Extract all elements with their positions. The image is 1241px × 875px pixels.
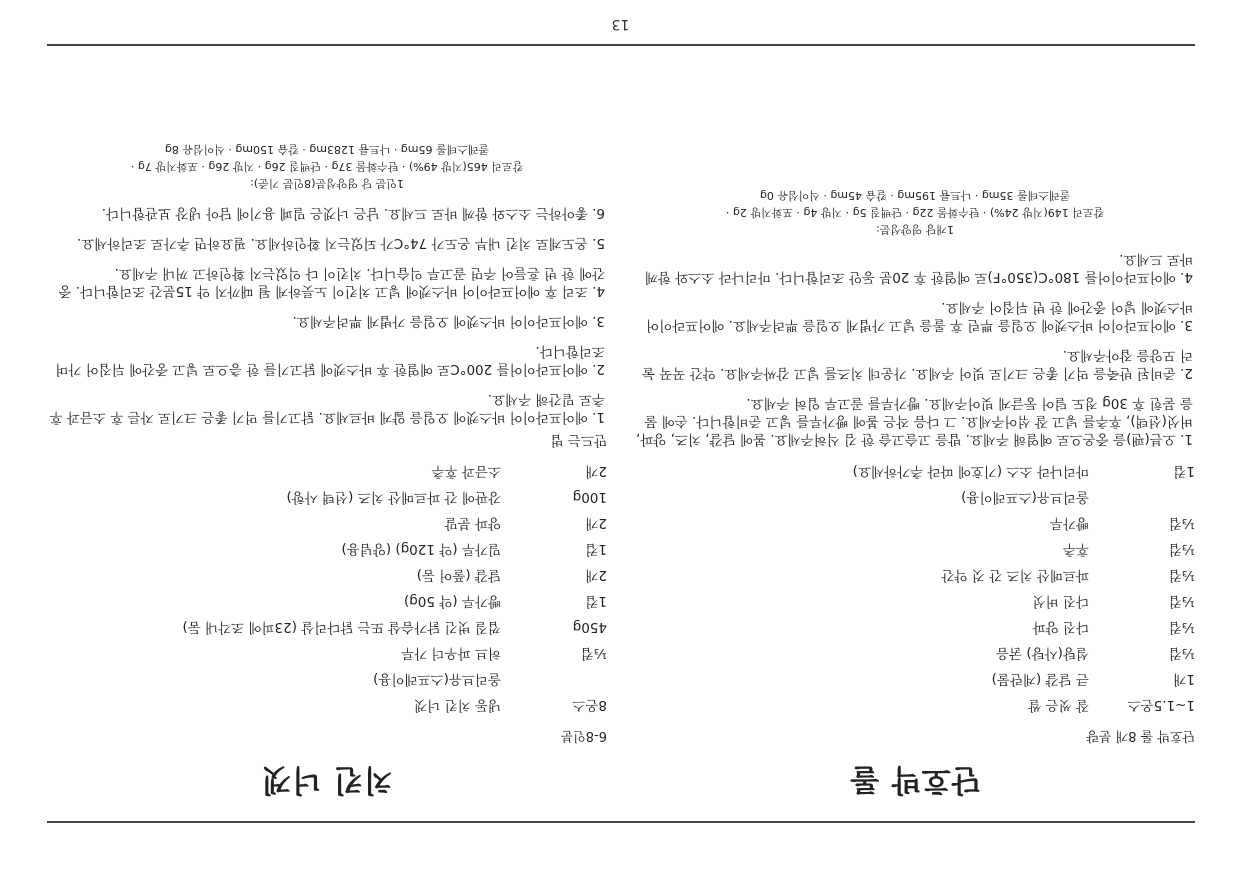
left-recipe-column — [635, 187, 1195, 805]
ingredient-name: 다진 양파 — [1032, 619, 1089, 635]
ingredient-quantity: ⅓컵 — [1168, 645, 1195, 661]
ingredient-quantity: 2개 — [585, 515, 607, 531]
nutrition-block — [47, 141, 607, 192]
ingredient-row — [635, 666, 1195, 692]
right-recipe-column — [47, 141, 607, 805]
ingredient-name: 소금과 후추 — [431, 463, 501, 479]
ingredient-quantity: ⅓컵 — [1168, 541, 1195, 557]
method-step: 6. 좋아하는 소스와 함께 바로 드세요. 남은 너겟은 밀폐 용기에 담아 냉장 보관합니다. — [101, 205, 605, 221]
ingredient-name: 양파 분말 — [444, 515, 501, 531]
ingredient-quantity: 1컵 — [1173, 463, 1195, 479]
method-step: 3. 에어프라이어 바스켓에 오일을 가볍게 뿌려주세요. — [292, 313, 605, 329]
ingredient-row — [47, 640, 607, 666]
ingredient-row — [47, 692, 607, 718]
ingredient-quantity: 1~1.5온스 — [1127, 697, 1195, 713]
ingredient-quantity: 100g — [572, 489, 607, 505]
ingredient-row — [47, 588, 607, 614]
ingredient-row — [47, 666, 607, 692]
recipe-title: 단호박 롤 — [849, 762, 981, 797]
servings-note: 단호박 롤 8개 분량 — [1086, 728, 1195, 743]
servings-note: 6-8인분 — [560, 728, 607, 743]
nutrition-heading: 1개당 영양성분: — [876, 223, 954, 236]
ingredient-quantity: 1개 — [1173, 671, 1195, 687]
page-number: 13 — [611, 16, 630, 32]
ingredient-quantity: 2개 — [585, 567, 607, 583]
method-step: 1. 에어프라이어 바스켓에 오일을 얇게 바르세요. 닭고기를 먹기 좋은 크기로 자른 후 소금과 후추로 밑간해 주세요. — [49, 391, 605, 425]
ingredient-quantity: 450g — [572, 619, 607, 635]
ingredient-quantity — [1107, 484, 1195, 510]
ingredient-name: 허브 파우더 가루 — [401, 645, 501, 661]
ingredient-row — [47, 614, 607, 640]
method-heading: 만드는 법 — [550, 432, 607, 448]
ingredient-row — [635, 692, 1195, 718]
ingredient-name: 빵가루 — [1049, 515, 1089, 531]
ingredient-row — [635, 484, 1195, 510]
ingredient-quantity — [519, 666, 607, 692]
ingredient-row — [47, 536, 607, 562]
bottom-rule — [47, 44, 1195, 46]
ingredient-name: 큰 달걀 (계란물) — [991, 671, 1089, 687]
ingredient-name: 달걀 (풀어 둠) — [416, 567, 501, 583]
ingredient-name: 껍질 벗긴 닭가슴살 또는 닭다리살 (23피에 조각내 둠) — [182, 619, 501, 635]
ingredient-name: 다진 버섯 — [1032, 593, 1089, 609]
ingredient-name: 설탕(사탕) 굵음 — [995, 645, 1089, 661]
ingredient-name: 빵가루 (약 50g) — [403, 593, 501, 609]
ingredient-name: 후추 — [1062, 541, 1089, 557]
ingredient-row — [635, 536, 1195, 562]
ingredient-row — [635, 614, 1195, 640]
ingredient-quantity: ⅓컵 — [1168, 619, 1195, 635]
ingredient-quantity: ⅓컵 — [1168, 593, 1195, 609]
method-steps — [47, 204, 607, 426]
method-step: 4. 에어프라이어를 180°C(350°F)로 예열한 후 20분 동안 조리합니다. 마리나라 소스와 함께 바로 드세요. — [644, 251, 1193, 285]
nutrition-line: 칼로리 149(지방 24%) · 탄수화물 22g · 단백질 5g · 지방 4g · 포화지방 2g · — [725, 206, 1105, 219]
ingredient-quantity: ⅓컵 — [580, 645, 607, 661]
recipe-title: 치킨 너겟 — [261, 762, 393, 797]
ingredient-row — [635, 458, 1195, 484]
ingredient-row — [47, 562, 607, 588]
nutrition-heading: 1인분 당 영양성분(8인분 기준): — [250, 177, 404, 190]
nutrition-block — [635, 187, 1195, 238]
ingredient-name: 올리브유(스프레이용) — [373, 671, 501, 687]
ingredient-row — [635, 562, 1195, 588]
method-step: 5. 온도계로 치킨 내부 온도가 74°C가 되었는지 확인하세요. 필요하면 추가로 조리하세요. — [76, 235, 605, 251]
method-step: 2. 준비된 반죽을 먹기 좋은 크기로 빚어 주세요. 가운데 치즈를 넣고 감싸주세요. 약간 꾹꾹 눌러 모양을 잡아주세요. — [641, 347, 1193, 381]
ingredient-quantity: 1컵 — [585, 593, 607, 609]
ingredient-row — [47, 510, 607, 536]
ingredient-quantity: ⅓컵 — [1168, 567, 1195, 583]
method-steps — [635, 250, 1195, 448]
ingredient-quantity: 1컵 — [585, 541, 607, 557]
ingredient-quantity: 8온스 — [572, 697, 607, 713]
ingredients-table — [47, 458, 607, 718]
ingredient-row — [635, 588, 1195, 614]
nutrition-line: 칼로리 465(지방 49%) · 탄수화물 37g · 단백질 26g · 지방 26g · 포화지방 7g · — [130, 160, 524, 173]
ingredient-name: 밀가루 (약 120g) (양념용) — [341, 541, 501, 557]
top-rule — [47, 821, 1195, 823]
ingredients-table — [635, 458, 1195, 718]
ingredient-row — [47, 484, 607, 510]
ingredient-name: 파르메산 치즈 간 것 약간 — [941, 567, 1089, 583]
method-step: 4. 조리 후 에어프라이어 바스켓에 넣고 치킨이 노릇하게 될 때까지 약 15분간 조리합니다. 중간에 한 번 흔들어 주면 골고루 익습니다. 치킨이 다 익었는지 확인하고 꺼내 주세요. — [58, 265, 605, 299]
ingredient-row — [635, 640, 1195, 666]
ingredient-row — [47, 458, 607, 484]
ingredient-quantity: 2개 — [585, 463, 607, 479]
ingredient-quantity: ⅓컵 — [1168, 515, 1195, 531]
ingredient-name: 마리나라 소스 (기호에 따라 추가하세요) — [852, 463, 1089, 479]
ingredient-name: 올리브유(스프레이용) — [961, 489, 1089, 505]
method-step: 2. 에어프라이어를 200°C로 예열한 후 바스켓에 닭고기를 한 층으로 넣고 중간에 뒤집어 가며 조리합니다. — [55, 343, 605, 377]
ingredient-name: 냉동 치킨 너겟 — [414, 697, 501, 713]
method-step: 3. 에어프라이어 바스켓에 오일을 뿌린 후 롤을 넣고 가볍게 오일을 뿌려주세요. 에어프라이어 바스켓에 넣어 중간에 한 번 뒤집어 주세요. — [646, 299, 1193, 333]
nutrition-line: 콜레스테롤 35mg · 나트륨 195mg · 칼슘 45mg · 식이섬유 0g — [759, 189, 1071, 202]
ingredient-row — [635, 510, 1195, 536]
ingredient-name: 잘 씻은 쌀 — [1028, 697, 1089, 713]
nutrition-line: 콜레스테롤 65mg · 나트륨 1283mg · 칼슘 150mg · 식이섬유 8g — [164, 143, 490, 156]
method-step: 1. 오븐(팬)을 중온으로 예열해 주세요. 밥을 고슬고슬 한 김 식혀주세요. 볼에 달걀, 치즈, 양파, 버섯(선택), 후추를 넣고 잘 섞어주세요. 그 다음 작은 볼에 빵가루를 넣고 준비합니다. 손에 물을 묻힌 후 30g 정도 덜어 둥글게 빚어주세요. 빵가루를 골고루 입혀 주세요. — [635, 395, 1193, 447]
ingredient-name: 강판에 간 파르메산 치즈 (선택 사항) — [286, 489, 501, 505]
